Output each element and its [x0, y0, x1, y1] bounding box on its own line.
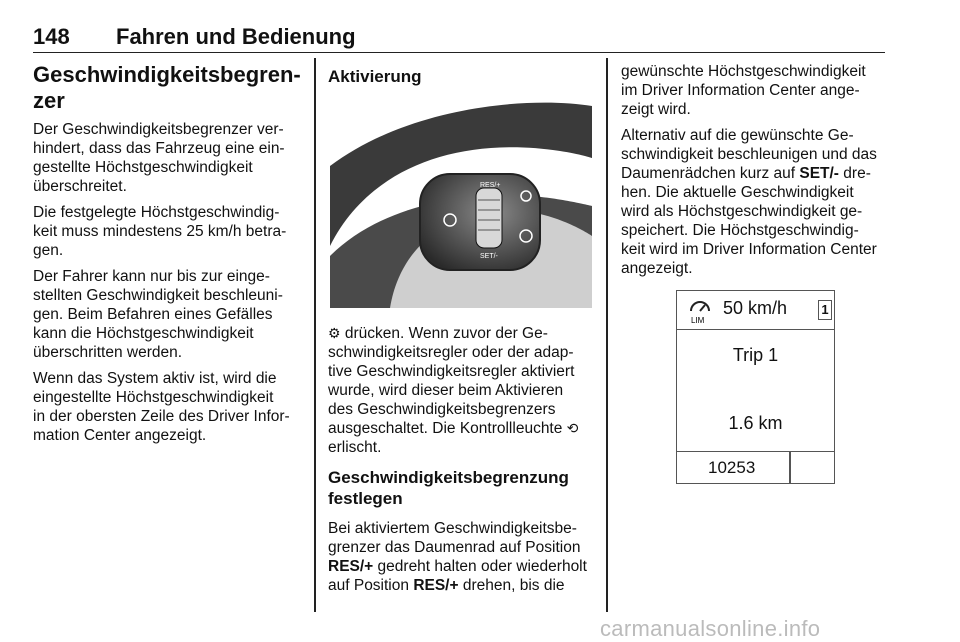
- paragraph-continued: gewünschte Höchstgeschwindigkeit im Driver Information Center ange- zeigt wird.: [621, 63, 866, 118]
- set-label: SET/-: [480, 253, 498, 260]
- trip-distance: 1.6 km: [728, 413, 783, 433]
- paragraph-3: Der Fahrer kann nur bis zur einge- stellten Geschwindigkeit beschleuni- gen. Beim Befahren eines Gefälles kann die Höchstgeschwindigkeit überschritten werden.: [33, 268, 283, 361]
- activation-paragraph: ⚙ drücken. Wenn zuvor der Ge- schwindigkeitsregler oder der adap- tive Geschwindigkeitsregler aktiviert wurde, wird dieser beim Aktivieren des Geschwindigkeitsbegrenzers ausgeschaltet. Die Kontrollleuchte ⟲ erlischt.: [328, 325, 579, 456]
- column-divider-2: [606, 58, 608, 612]
- display-divider: [789, 452, 791, 484]
- control-lamp-icon: ⟲: [566, 420, 579, 436]
- paragraph-4: Wenn das System aktiv ist, wird die eingestellte Höchstgeschwindigkeit in der obersten Zeile des Driver Infor- mation Center angezeigt.: [33, 370, 290, 444]
- set-paragraph: Bei aktiviertem Geschwindigkeitsbe- grenzer das Daumenrad auf Position RES/+ gedreht halten oder wiederholt auf Position RES/+ drehen, bis die: [328, 520, 587, 594]
- svg-text:LIM: LIM: [691, 316, 705, 325]
- odometer-value: 10253: [708, 458, 756, 477]
- running-title: Fahren und Bedienung: [116, 24, 356, 49]
- display-top-row: [677, 291, 834, 330]
- paragraph-1: Der Geschwindigkeitsbegrenzer ver- hindert, dass das Fahrzeug eine ein- gestellte Höchstgeschwindigkeit überschreitet.: [33, 121, 285, 195]
- watermark: carmanualsonline.info: [600, 616, 821, 641]
- paragraph-alternativ: Alternativ auf die gewünschte Ge- schwindigkeit beschleunigen und das Daumenrädchen kurz auf SET/- dre- hen. Die aktuelle Geschwindigkeit wird als Höchstgeschwindigkeit ge- speichert. Die Höchstgeschwindig- keit wird im Driver Information Center angezeigt.: [621, 127, 877, 277]
- trip-label: Trip 1: [732, 345, 779, 365]
- speed-limiter-icon: ⚙: [328, 325, 341, 341]
- set-speed-value: 50 km/h: [723, 298, 788, 318]
- page-indicator-badge: 1: [818, 300, 832, 320]
- heading-festlegen: Geschwindigkeitsbegrenzung festlegen: [328, 468, 569, 508]
- page-number: 148: [33, 24, 70, 49]
- driver-info-center-display: [676, 290, 835, 484]
- column-2-text: [328, 324, 598, 602]
- paragraph-2: Die festgelegte Höchstgeschwindig- keit muss mindestens 25 km/h betra- gen.: [33, 204, 287, 259]
- section-title: Geschwindigkeitsbegren- zer: [33, 62, 301, 113]
- column-1: [33, 62, 303, 452]
- column-divider-1: [314, 58, 316, 612]
- speed-limiter-lim-icon: [686, 297, 714, 325]
- column-2: [328, 62, 598, 97]
- res-label: RES/+: [480, 182, 501, 189]
- column-3: [621, 62, 891, 285]
- heading-aktivierung: Aktivierung: [328, 67, 422, 86]
- display-bottom-row: [677, 451, 834, 484]
- steering-wheel-illustration: [330, 96, 592, 308]
- page-header: [33, 24, 885, 53]
